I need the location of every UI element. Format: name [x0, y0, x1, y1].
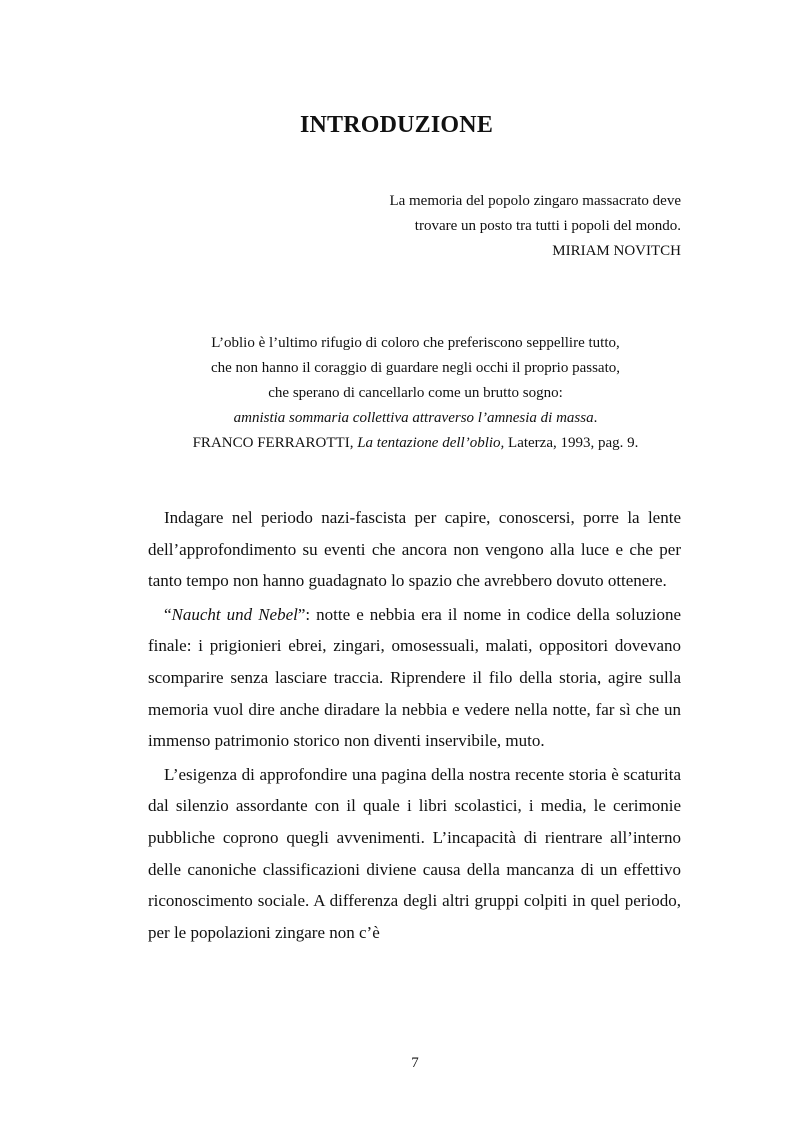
citation-work: La tentazione dell’oblio,	[357, 435, 505, 451]
paragraph: Indagare nel periodo nazi-fascista per capire, conoscersi, porre la lente dell’approfondimento su eventi che ancora non vengono alla luce e che per tanto tempo non hanno guadagnato lo spazio che avrebbero dovuto ottenere.	[148, 508, 681, 591]
paragraph-italic-term: Naucht und Nebel	[171, 604, 298, 624]
citation-details: Laterza, 1993, pag. 9.	[508, 435, 639, 451]
quote-line-italic	[150, 406, 681, 431]
paragraph	[148, 599, 681, 757]
quote-line: L’oblio è l’ultimo rifugio di coloro che preferiscono seppellire tutto,	[211, 335, 620, 351]
body-text	[148, 502, 681, 950]
quote-citation	[150, 431, 681, 456]
epigraph-line: trovare un posto tra tutti i popoli del mondo.	[414, 218, 681, 234]
epigraph-author: MIRIAM NOVITCH	[552, 243, 681, 259]
page-title: INTRODUZIONE	[299, 112, 494, 138]
quote-open: “	[164, 604, 172, 624]
quote-line: che sperano di cancellarlo come un brutto sogno:	[268, 385, 563, 401]
page-number: 7	[411, 1055, 419, 1071]
quote-italic-end: .	[593, 410, 598, 426]
quote-italic-text: amnistia sommaria collettiva attraverso l’amnesia di massa	[233, 410, 594, 426]
citation-author: FRANCO FERRAROTTI,	[192, 435, 354, 451]
paragraph-rest: ”: notte e nebbia era il nome in codice della soluzione finale: i prigionieri ebrei, zingari, omosessuali, malati, oppositori dovevano scomparire senza lasciare traccia. Riprendere il filo della storia, agire sulla memoria vuol dire anche diradare la nebbia e vedere nella notte, far sì che un immenso patrimonio storico non diventi inservibile, muto.	[148, 604, 682, 751]
paragraph: L’esigenza di approfondire una pagina della nostra recente storia è scaturita dal silenzio assordante con il quale i libri scolastici, i media, le cerimonie pubbliche coprono quegli avvenimenti. L’incapacità di rientrare all’interno delle canoniche classificazioni diviene causa della mancanza di un effettivo riconoscimento sociale. A differenza degli altri gruppi colpiti in quel periodo, per le popolazioni zingare non c’è	[148, 764, 681, 942]
epigraph-novitch	[300, 189, 681, 264]
epigraph-line: La memoria del popolo zingaro massacrato deve	[389, 193, 681, 209]
quote-line: che non hanno il coraggio di guardare negli occhi il proprio passato,	[210, 360, 621, 376]
epigraph-ferrarotti	[150, 331, 681, 456]
